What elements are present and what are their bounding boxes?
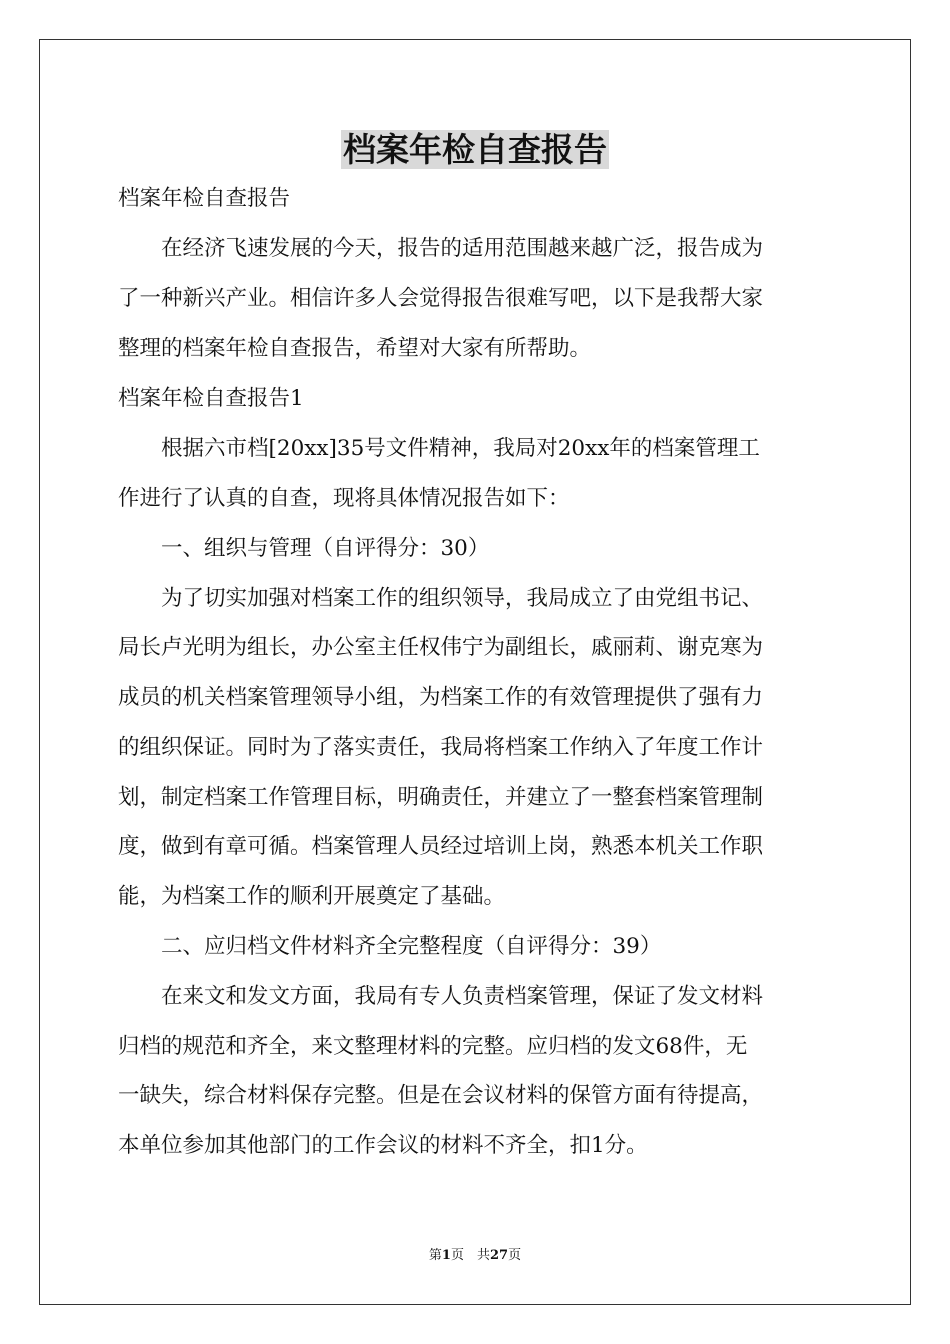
section-heading-2: 二、应归档文件材料齐全完整程度（自评得分：39） — [118, 934, 662, 959]
body-line: 的组织保证。同时为了落实责任，我局将档案工作纳入了年度工作计 — [118, 735, 764, 760]
footer-page-suffix: 页 共 — [450, 1248, 490, 1263]
body-line: 在来文和发文方面，我局有专人负责档案管理，保证了发文材料 — [118, 984, 764, 1009]
body-line: 本单位参加其他部门的工作会议的材料不齐全，扣1分。 — [118, 1133, 648, 1158]
footer-page-number: 1 — [441, 1248, 451, 1263]
body-line: 归档的规范和齐全，来文整理材料的完整。应归档的发文68件，无 — [118, 1034, 748, 1059]
body-line: 划，制定档案工作管理目标，明确责任，并建立了一整套档案管理制 — [118, 785, 764, 810]
document-title — [0, 128, 950, 172]
body-line: 根据六市档[20xx]35号文件精神，我局对20xx年的档案管理工 — [118, 436, 760, 461]
body-line: 整理的档案年检自查报告，希望对大家有所帮助。 — [118, 336, 592, 361]
section-heading-1: 一、组织与管理（自评得分：30） — [118, 536, 490, 561]
body-line: 一缺失，综合材料保存完整。但是在会议材料的保管方面有待提高， — [118, 1083, 764, 1108]
body-line: 为了切实加强对档案工作的组织领导，我局成立了由党组书记、 — [118, 586, 764, 611]
body-line: 局长卢光明为组长，办公室主任权伟宁为副组长，戚丽莉、谢克寒为 — [118, 635, 764, 660]
body-line: 能，为档案工作的顺利开展奠定了基础。 — [118, 884, 506, 909]
footer-page-prefix: 第 — [428, 1248, 442, 1263]
body-line-heading: 档案年检自查报告1 — [118, 386, 304, 411]
footer-total-suffix: 页 — [508, 1248, 522, 1263]
body-line: 了一种新兴产业。相信许多人会觉得报告很难写吧，以下是我帮大家 — [118, 286, 764, 311]
body-line: 成员的机关档案管理领导小组，为档案工作的有效管理提供了强有力 — [118, 685, 764, 710]
body-line: 度，做到有章可循。档案管理人员经过培训上岗，熟悉本机关工作职 — [118, 834, 764, 859]
document-title-text: 档案年检自查报告 — [343, 130, 607, 169]
body-line: 作进行了认真的自查，现将具体情况报告如下： — [118, 486, 570, 511]
page-frame — [39, 39, 911, 1305]
body-line-subtitle: 档案年检自查报告 — [118, 186, 291, 211]
body-line: 在经济飞速发展的今天，报告的适用范围越来越广泛，报告成为 — [118, 236, 764, 261]
footer-total-pages: 27 — [489, 1248, 509, 1263]
page-footer — [0, 1247, 950, 1265]
